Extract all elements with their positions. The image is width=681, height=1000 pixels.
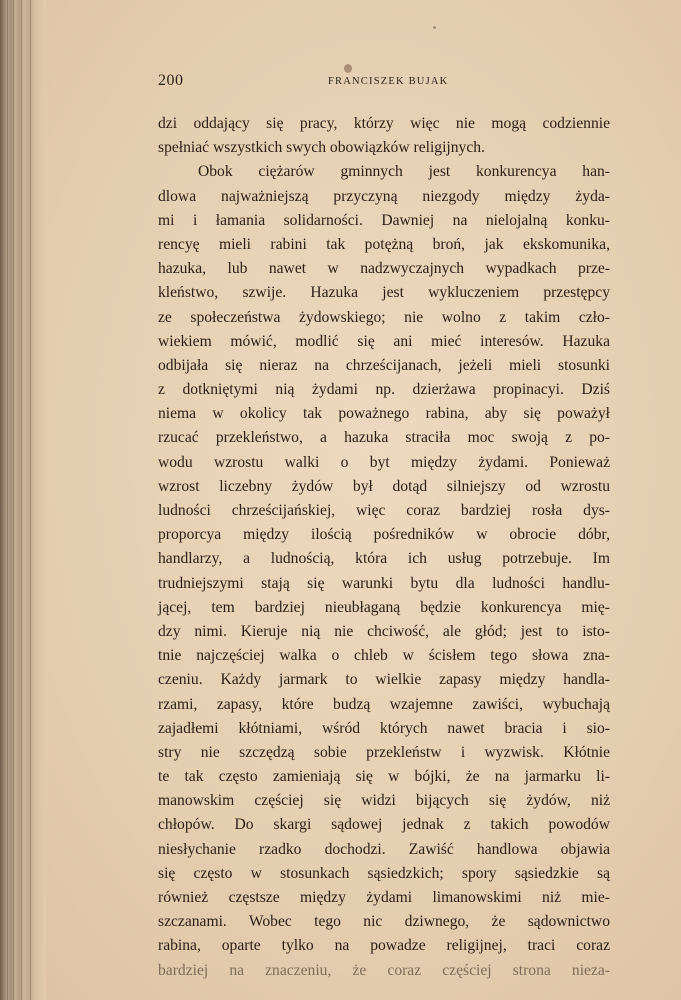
page-number: 200 — [158, 72, 184, 89]
text-line: kleństwo, szwije. Hazuka jest wykluczeniem przestępcy — [158, 284, 610, 302]
text-line: niema w okolicy tak poważnego rabina, aby się poważył — [158, 405, 610, 423]
text-line: stry nie szczędzą sobie przekleństw i wyzwisk. Kłótnie — [158, 743, 610, 761]
text-line: rabina, oparte tylko na powadze religijnej, traci coraz — [158, 937, 610, 955]
text-line: dzy nimi. Kieruje nią nie chciwość, ale głód; jest to isto- — [158, 622, 610, 640]
text-line: tnie najczęściej walka o chleb w ścisłem tego słowa zna- — [158, 647, 610, 665]
text-line: dlowa najważniejszą przyczyną niezgody między żyda- — [158, 187, 610, 205]
text-line: te tak często zamieniają się w bójki, że na jarmarku li- — [158, 768, 610, 786]
text-line: niesłychanie rzadko dochodzi. Zawiść handlowa objawia — [158, 840, 610, 858]
text-line: ze społeczeństwa żydowskiego; nie wolno z takim czło- — [158, 308, 610, 326]
body-text — [158, 112, 610, 983]
text-line: bardziej na znaczeniu, że coraz częściej strona nieza- — [158, 961, 610, 979]
text-line: hazuka, lub nawet w nadzwyczajnych wypadkach prze- — [158, 260, 610, 278]
text-line: Obok ciężarów gminnych jest konkurencya han- — [198, 163, 610, 181]
text-line: dzi oddający się pracy, którzy więc nie mogą codziennie — [158, 115, 610, 132]
text-line: rzami, zapasy, które budzą wzajemne zawiści, wybuchają — [158, 695, 610, 713]
paper-stain — [433, 26, 436, 29]
text-line: trudniejszymi stają się warunki bytu dla ludności handlu- — [158, 574, 610, 592]
text-line: odbijała się nieraz na chrześcijanach, jeżeli mieli stosunki — [158, 356, 610, 374]
text-line: manowskim częściej się widzi bijących się żydów, niż — [158, 792, 610, 810]
page-header — [158, 72, 610, 94]
text-line: wzrost liczebny żydów był dotąd silniejszy od wzrostu — [158, 477, 610, 495]
page-edge-line — [7, 0, 8, 1000]
page-edge-line — [30, 0, 31, 1000]
text-line: rzucać przekleństwo, a hazuka straciła moc swoją z po- — [158, 429, 610, 447]
text-line: jącej, tem bardziej nieubłaganą będzie konkurencya mię- — [158, 598, 610, 616]
text-line: z dotkniętymi nią żydami np. dzierżawa propinacyi. Dziś — [158, 381, 610, 399]
text-line: szczanami. Wobec tego nic dziwnego, że sądownictwo — [158, 913, 610, 931]
running-head: FRANCISZEK BUJAK — [328, 76, 449, 87]
page-edge-line — [13, 0, 14, 1000]
text-line: mi i łamania solidarności. Dawniej na nielojalną konku- — [158, 211, 610, 229]
text-line: również częstsze między żydami limanowskimi niż mie- — [158, 889, 610, 906]
text-line: wodu wzrostu walki o byt między żydami. Ponieważ — [158, 453, 610, 471]
text-line: proporcya między ilością pośredników w obrocie dóbr, — [158, 526, 610, 544]
text-line: rencyę mieli rabini tak potężną broń, jak ekskomunika, — [158, 235, 610, 253]
text-line: handlarzy, a ludnością, która ich usług potrzebuje. Im — [158, 550, 610, 568]
text-line: ludności chrześcijańskiej, więc coraz bardziej rosła dys- — [158, 502, 610, 519]
text-line: czeniu. Każdy jarmark to wielkie zapasy między handla- — [158, 671, 610, 689]
text-line: spełniać wszystkich swych obowiązków religijnych. — [158, 139, 485, 157]
text-line: wiekiem mówić, modlić się ani mieć interesów. Hazuka — [158, 332, 610, 350]
text-line: chłopów. Do skargi sądowej jednak z takich powodów — [158, 816, 610, 834]
page-edge-line — [21, 0, 22, 1000]
text-line: zajadłemi kłótniami, wśród których nawet bracia i sio- — [158, 719, 610, 737]
text-line: się często w stosunkach sąsiedzkich; spory sąsiedzkie są — [158, 864, 610, 882]
